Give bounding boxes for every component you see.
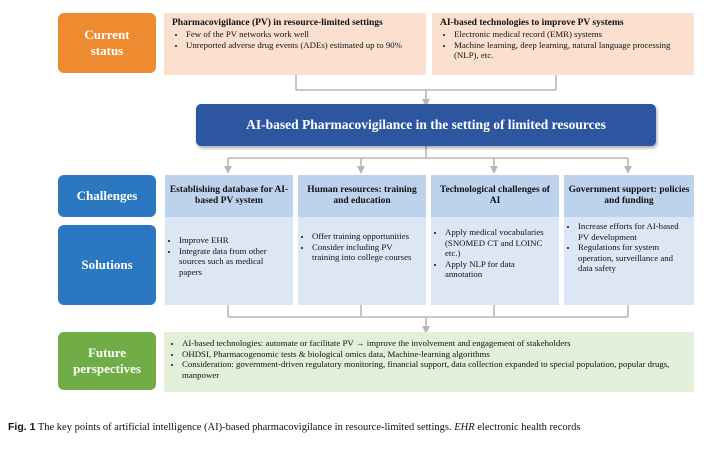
solution-database-list — [165, 235, 287, 277]
challenges-text: Challenges — [76, 188, 138, 203]
caption-abbreviation: EHR — [454, 422, 475, 433]
future-perspectives-box — [164, 332, 694, 392]
challenge-technological-text: Technological challenges of AI — [440, 184, 550, 206]
solution-human-resources-list — [298, 231, 420, 263]
current-status-label — [58, 13, 156, 73]
list-item: • Improve EHR — [179, 235, 287, 246]
challenge-human-resources — [298, 175, 426, 217]
pv-limited-settings-box — [164, 13, 426, 75]
challenge-government — [564, 175, 694, 217]
solution-technological-list — [431, 227, 553, 280]
figure-label: Fig. 1 — [8, 421, 36, 433]
challenges-label — [58, 175, 156, 217]
solutions-label — [58, 225, 156, 305]
solution-human-resources — [298, 217, 426, 305]
challenge-government-text: Government support: policies and funding — [568, 184, 690, 206]
main-banner-text: AI-based Pharmacovigilance in the setting of limited resources — [246, 117, 606, 132]
caption-text: The key points of artificial intelligence (AI)-based pharmacovigilance in resource-limited settings. — [37, 422, 452, 433]
caption-abbreviation-definition: electronic health records — [477, 422, 581, 433]
solutions-text: Solutions — [81, 257, 133, 272]
list-item: • Unreported adverse drug events (ADEs) estimated up to 90% — [186, 40, 418, 51]
pv-limited-settings-title: Pharmacovigilance (PV) in resource-limited settings — [172, 18, 383, 28]
list-item: • Consideration: government-driven regulatory monitoring, financial support, data collection expanded to special population, popular drugs, manpower — [182, 359, 686, 380]
future-perspectives-text: Future perspectives — [73, 345, 141, 376]
list-item: • Integrate data from other sources such as medical papers — [179, 246, 287, 278]
challenge-database — [165, 175, 293, 217]
list-item: • Few of the PV networks work well — [186, 29, 418, 40]
list-item: • Electronic medical record (EMR) systems — [454, 29, 686, 40]
figure-caption — [8, 421, 718, 434]
future-perspectives-label — [58, 332, 156, 390]
current-status-text: Current status — [84, 27, 130, 58]
pv-limited-settings-list — [172, 29, 418, 50]
ai-technologies-title: AI-based technologies to improve PV systems — [440, 18, 624, 28]
solution-database — [165, 217, 293, 305]
list-item: • Apply medical vocabularies (SNOMED CT and LOINC etc.) — [445, 227, 553, 259]
list-item: • Apply NLP for data annotation — [445, 259, 553, 280]
main-banner — [196, 104, 656, 146]
solution-technological — [431, 217, 559, 305]
solution-government — [564, 217, 694, 305]
solution-government-list — [564, 221, 688, 274]
list-item: • Consider including PV training into college courses — [312, 242, 420, 263]
challenge-database-text: Establishing database for AI-based PV system — [169, 184, 289, 206]
list-item: • Increase efforts for AI-based PV development — [578, 221, 688, 242]
ai-technologies-list — [440, 29, 686, 61]
list-item: • Regulations for system operation, surveillance and data safety — [578, 242, 688, 274]
list-item: • AI-based technologies: automate or facilitate PV → improve the involvement and engagement of stakeholders — [182, 338, 686, 349]
list-item: • OHDSI, Pharmacogenomic tests & biological omics data, Machine-learning algorithms — [182, 349, 686, 360]
ai-technologies-box — [432, 13, 694, 75]
challenge-technological — [431, 175, 559, 217]
challenge-human-resources-text: Human resources: training and education — [307, 184, 417, 206]
future-perspectives-list — [168, 338, 686, 380]
list-item: • Offer training opportunities — [312, 231, 420, 242]
list-item: • Machine learning, deep learning, natural language processing (NLP), etc. — [454, 40, 686, 61]
